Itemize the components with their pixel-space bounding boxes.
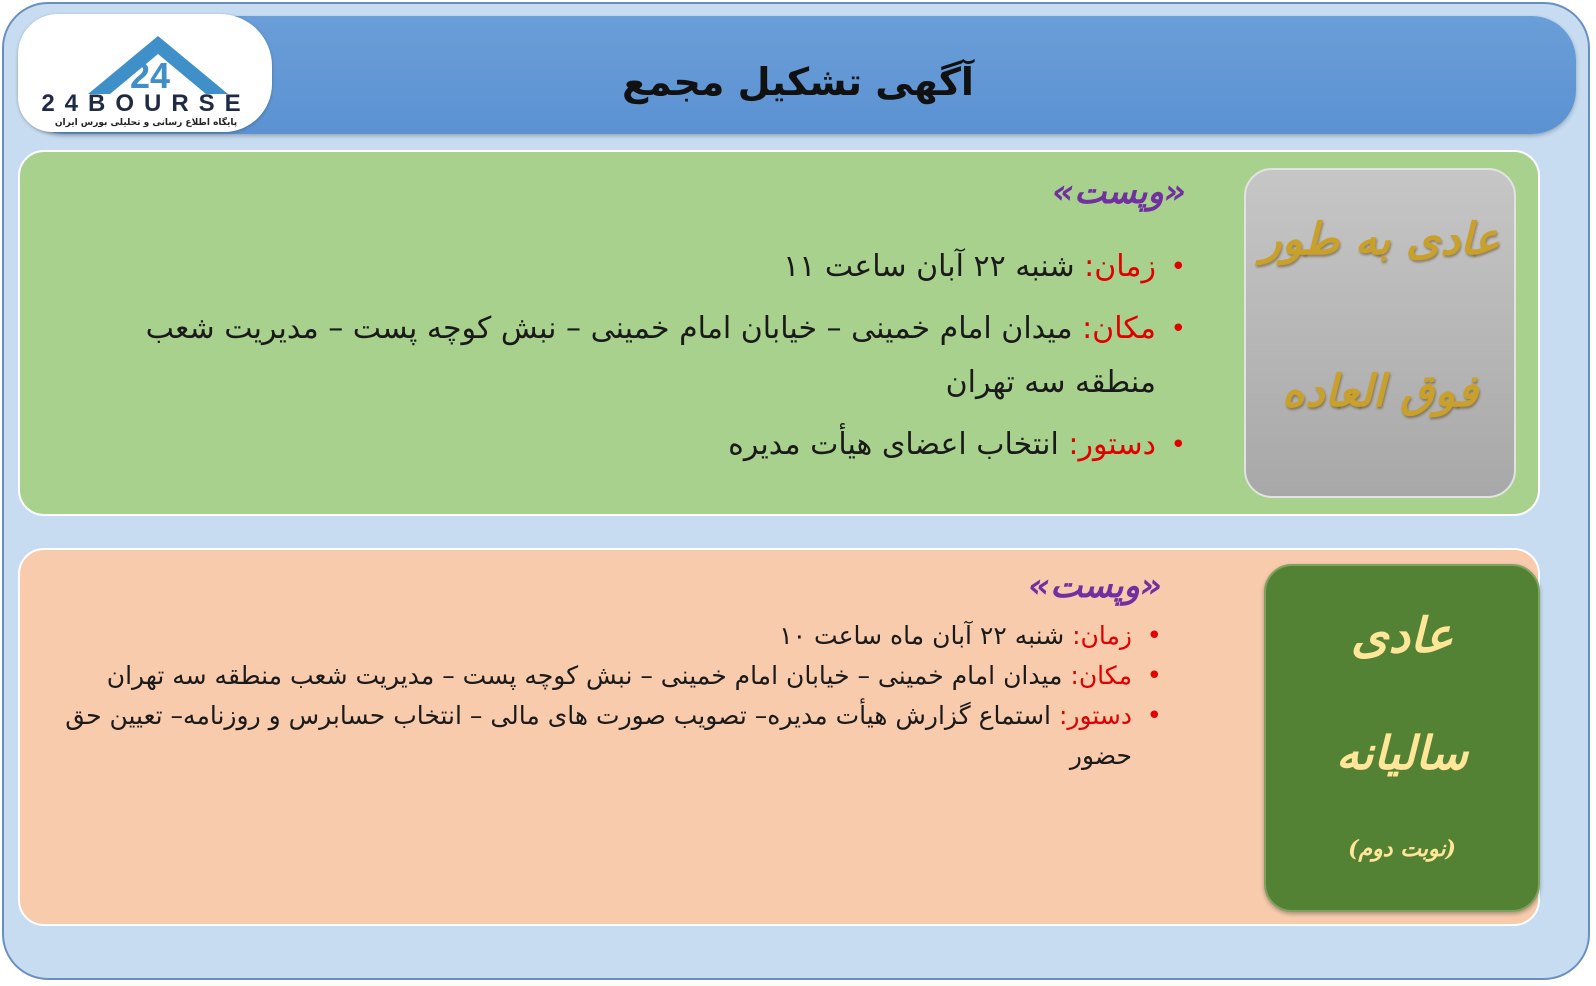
- place-row: [86, 302, 1186, 410]
- meeting-type-line1: عادی: [1350, 608, 1454, 664]
- bullet-icon: •: [1146, 621, 1162, 651]
- agenda-label: دستور:: [1058, 701, 1132, 730]
- meeting-type-box-annual: [1264, 564, 1540, 912]
- meeting-round-note: (نوبت دوم): [1348, 836, 1456, 862]
- extraordinary-meeting-details: [86, 172, 1186, 472]
- place-value: میدان امام خمینی – خیابان امام خمینی – نبش کوچه پست – مدیریت شعب منطقه سه تهران: [145, 311, 1156, 400]
- agenda-label: دستور:: [1068, 427, 1156, 462]
- bullet-icon: •: [1170, 430, 1186, 460]
- logo-wordmark: 24BOURSE: [41, 90, 251, 117]
- agenda-row: [86, 418, 1186, 472]
- time-label: زمان:: [1072, 621, 1132, 650]
- company-name: «وپست»: [1028, 566, 1162, 606]
- meeting-type-line1: عادی به طور: [1260, 214, 1500, 265]
- place-label: مکان:: [1082, 311, 1156, 346]
- place-label: مکان:: [1070, 661, 1132, 690]
- time-row: [42, 616, 1162, 656]
- agenda-row: [42, 696, 1162, 776]
- place-row: [42, 656, 1162, 696]
- page-title: آگهی تشکیل مجمع: [622, 60, 974, 104]
- svg-text:24: 24: [130, 55, 171, 96]
- bullet-icon: •: [1146, 661, 1162, 691]
- meeting-type-line2: سالیانه: [1336, 726, 1468, 780]
- meeting-type-box-extraordinary: [1244, 168, 1516, 498]
- time-row: [86, 240, 1186, 294]
- place-value: میدان امام خمینی – خیابان امام خمینی – نبش کوچه پست – مدیریت شعب منطقه سه تهران: [106, 661, 1063, 690]
- bullet-icon: •: [1146, 701, 1162, 731]
- time-value: شنبه ۲۲ آبان ساعت ۱۱: [783, 249, 1075, 284]
- agenda-value: انتخاب اعضای هیأت مدیره: [728, 427, 1059, 462]
- logo-subtitle: پایگاه اطلاع رسانی و تحلیلی بورس ایران: [54, 118, 238, 128]
- agenda-value: استماع گزارش هیأت مدیره– تصویب صورت های مالی – انتخاب حسابرس و روزنامه– تعیین حق حضور: [65, 701, 1132, 770]
- time-value: شنبه ۲۲ آبان ماه ساعت ۱۰: [779, 621, 1065, 650]
- company-name: «وپست»: [1052, 172, 1186, 212]
- annual-meeting-details: [42, 566, 1162, 776]
- meeting-type-line2: فوق العاده: [1281, 366, 1479, 417]
- bullet-icon: •: [1170, 252, 1186, 282]
- bullet-icon: •: [1170, 314, 1186, 344]
- logo: [18, 14, 272, 132]
- time-label: زمان:: [1084, 249, 1156, 284]
